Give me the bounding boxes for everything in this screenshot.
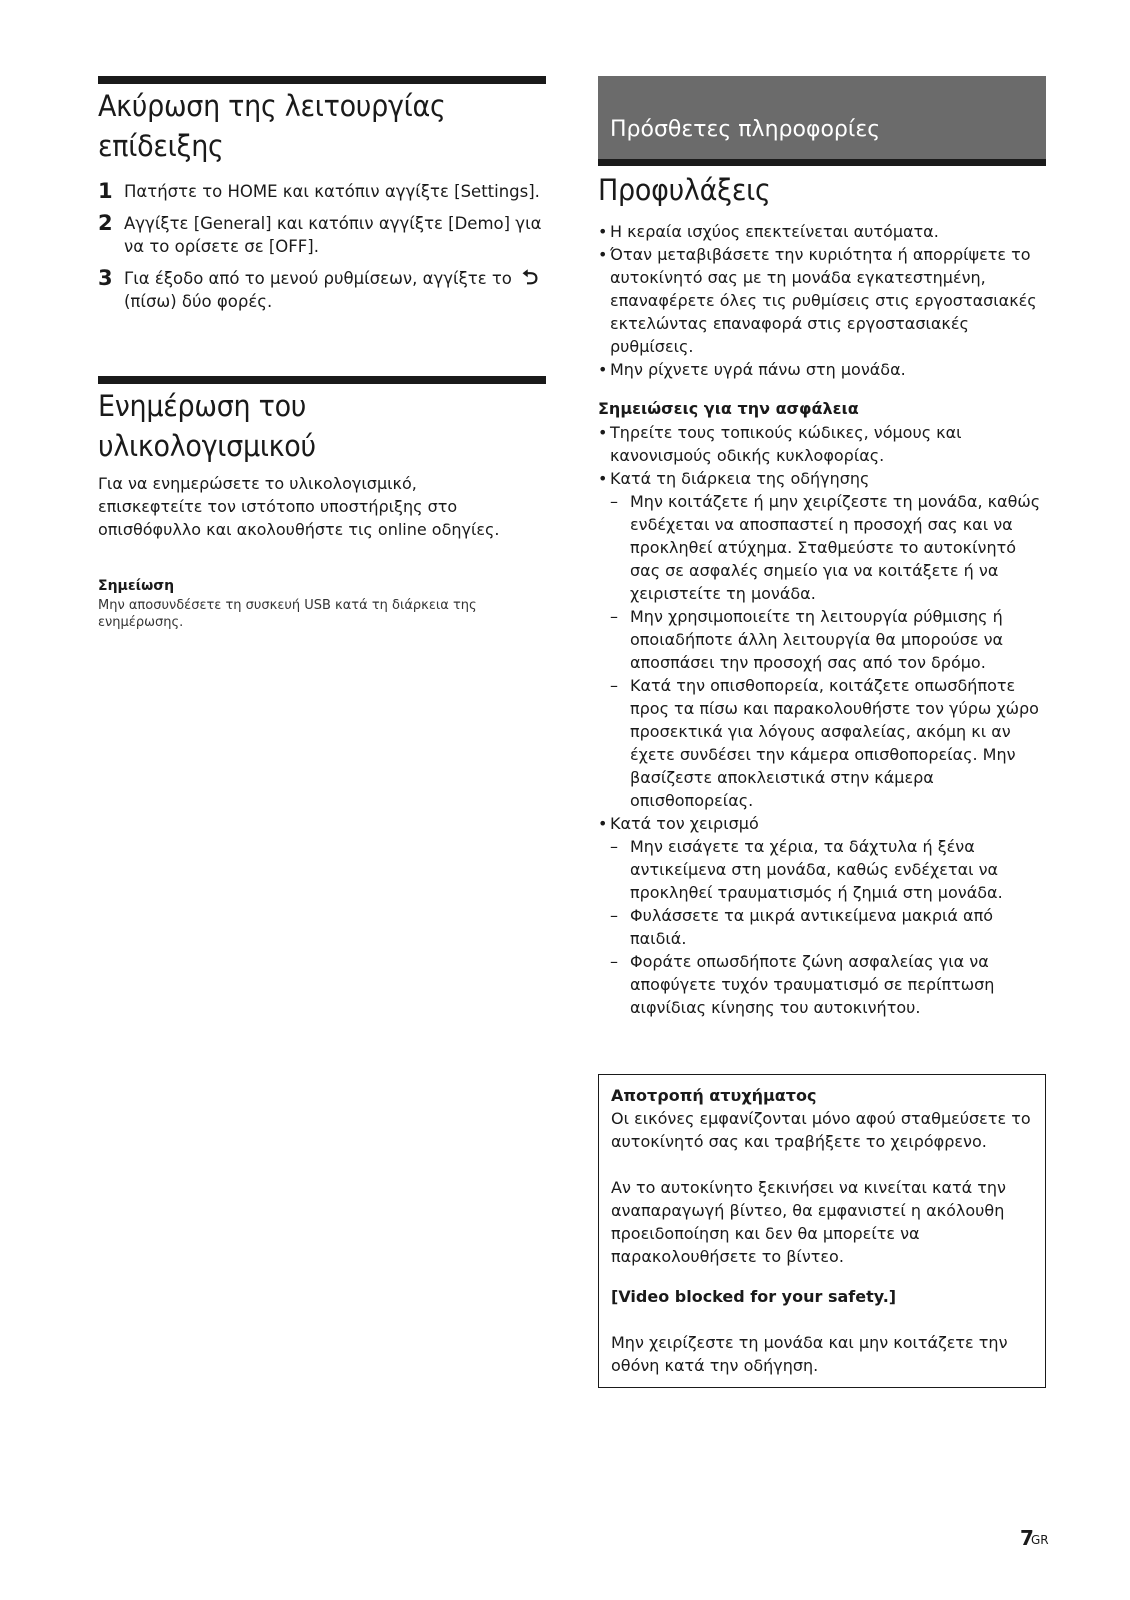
list-item [598,358,1046,381]
heading-update-line1: Ενημέρωση του [98,389,307,423]
step-text-after-icon: (πίσω) δύο φορές. [124,292,273,311]
list-item-text: Τηρείτε τους τοπικούς κώδικες, νόμους και κανονισμούς οδικής κυκλοφορίας. [610,423,962,465]
sub-list-item [598,950,1046,1019]
heading-update-line2: υλικολογισμικού [98,429,316,463]
section-banner [598,76,1046,166]
sub-list-item [598,835,1046,904]
step-text: Αγγίξτε [General] και κατόπιν αγγίξτε [Demo] για να το ορίσετε σε [OFF]. [124,214,542,256]
list-item-text: Κατά τη διάρκεια της οδήγησης [610,469,870,488]
video-blocked-message: [Video blocked for your safety.] [611,1287,897,1306]
update-instructions: Για να ενημερώσετε το υλικολογισμικό, επισκεφτείτε τον ιστότοπο υποστήριξης στο οπισθόφυλλο και ακολουθήστε τις online οδηγίες. [98,474,500,539]
note-text: Μην αποσυνδέσετε τη συσκευή USB κατά τη διάρκεια της ενημέρωσης. [98,598,477,630]
step-item [98,212,546,258]
list-item-text: Η κεραία ισχύος επεκτείνεται αυτόματα. [610,222,939,241]
page-language-code: GR [1031,1533,1049,1547]
box-paragraph-3: Μην χειρίζεστε τη μονάδα και μην κοιτάζετε την οθόνη κατά την οδήγηση. [611,1333,1008,1375]
sub-list-item-text: Μην κοιτάζετε ή μην χειρίζεστε τη μονάδα, καθώς ενδέχεται να αποσπαστεί η προσοχή σας και να προκληθεί ατύχημα. Σταθμεύστε το αυτοκίνητό σας σε ασφαλές σημείο για να κοιτάξετε ή να χειριστείτε τη μονάδα. [630,492,1041,603]
bullet-mark: • [598,245,608,264]
heading-firmware-update [98,386,316,466]
note-title: Σημείωση [98,578,175,594]
sub-list-item [598,904,1046,950]
section-rule-demo [98,76,546,84]
precautions-list [598,220,1046,381]
box-title: Αποτροπή ατυχήματος [611,1086,817,1105]
safety-notes-list [598,421,1046,1019]
list-item-text: Μην ρίχνετε υγρά πάνω στη μονάδα. [610,360,906,379]
step-text: Πατήστε το HOME και κατόπιν αγγίξτε [Settings]. [124,182,540,201]
step-number: 2 [98,211,113,235]
step-text [124,267,546,313]
sub-list-item-text: Κατά την οπισθοπορεία, κοιτάζετε οπωσδήποτε προς τα πίσω και παρακολουθήστε τον γύρω χώρο προσεκτικά για λόγους ασφαλείας, ακόμη κι αν έχετε συνδέσει την κάμερα οπισθοπορείας. Μην βασίζεστε αποκλειστικά στην κάμερα οπισθοπορείας. [630,676,1039,810]
dash-mark: – [610,837,618,856]
step-item [98,267,546,313]
list-item [598,812,1046,835]
step-number: 3 [98,266,113,290]
bullet-mark: • [598,360,608,379]
accident-prevention-box [598,1074,1046,1388]
dash-mark: – [610,906,618,925]
banner-title: Πρόσθετες πληροφορίες [610,117,881,142]
list-item [598,243,1046,358]
bullet-mark: • [598,222,608,241]
page-number: 7 [1020,1526,1034,1550]
box-paragraph-1: Οι εικόνες εμφανίζονται μόνο αφού σταθμεύσετε το αυτοκίνητό σας και τραβήξετε το χειρόφρενο. [611,1109,1031,1151]
heading-demo-line2: επίδειξης [98,129,224,163]
step-number: 1 [98,179,113,203]
safety-notes-heading: Σημειώσεις για την ασφάλεια [598,399,859,418]
sub-list-item [598,674,1046,812]
sub-list-item-text: Μην χρησιμοποιείτε τη λειτουργία ρύθμισης ή οποιαδήποτε άλλη λειτουργία θα μπορούσε να αποσπάσει την προσοχή σας από τον δρόμο. [630,607,1004,672]
bullet-mark: • [598,469,608,488]
back-arrow-icon: ⮌ [522,265,539,289]
dash-mark: – [610,952,618,971]
sub-list-item [598,605,1046,674]
dash-mark: – [610,607,618,626]
heading-demo-cancel [98,86,446,166]
dash-mark: – [610,676,618,695]
step-item [98,180,546,203]
sub-list-item-text: Μην εισάγετε τα χέρια, τα δάχτυλα ή ξένα αντικείμενα στη μονάδα, καθώς ενδέχεται να προκληθεί τραυματισμός ή ζημιά στη μονάδα. [630,837,1003,902]
section-rule-update [98,376,546,384]
list-item [598,220,1046,243]
heading-precautions: Προφυλάξεις [598,173,771,207]
box-paragraph-2: Αν το αυτοκίνητο ξεκινήσει να κινείται κατά την αναπαραγωγή βίντεο, θα εμφανιστεί η ακόλουθη προειδοποίηση και δεν θα μπορείτε να παρακολουθήσετε το βίντεο. [611,1178,1006,1266]
bullet-mark: • [598,423,608,442]
sub-list-item [598,490,1046,605]
dash-mark: – [610,492,618,511]
sub-list-item-text: Φυλάσσετε τα μικρά αντικείμενα μακριά από παιδιά. [630,906,993,948]
list-item-text: Κατά τον χειρισμό [610,814,759,833]
heading-demo-line1: Ακύρωση της λειτουργίας [98,89,446,123]
step-text-before-icon: Για έξοδο από το μενού ρυθμίσεων, αγγίξτε το [124,269,512,288]
list-item-text: Όταν μεταβιβάσετε την κυριότητα ή απορρίψετε το αυτοκίνητό σας με τη μονάδα εγκατεστημένη, επαναφέρετε όλες τις ρυθμίσεις στις εργοστασιακές εκτελώντας επαναφορά στις εργοστασιακές ρυθμίσεις. [610,245,1037,356]
list-item [598,421,1046,467]
list-item [598,467,1046,490]
demo-steps-list [98,180,546,322]
bullet-mark: • [598,814,608,833]
sub-list-item-text: Φοράτε οπωσδήποτε ζώνη ασφαλείας για να αποφύγετε τυχόν τραυματισμό σε περίπτωση αιφνίδιας κίνησης του αυτοκινήτου. [630,952,995,1017]
